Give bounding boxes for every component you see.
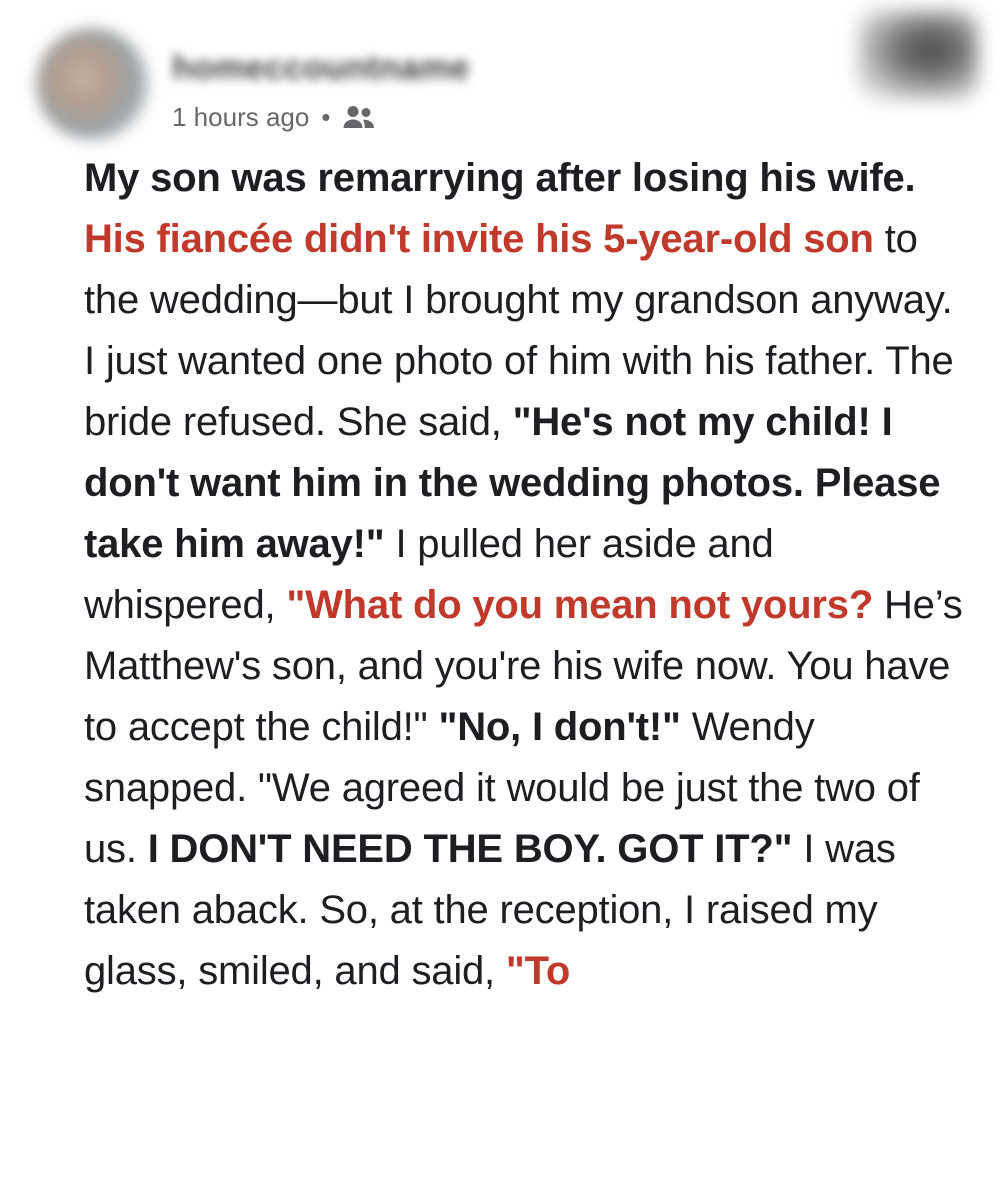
post-text-segment-9: I DON'T NEED THE BOY. GOT IT?"	[147, 827, 793, 871]
post-text-segment-10: I was taken aback. So, at the reception, I raised my glass, smiled, and said,	[84, 827, 896, 993]
post-text-segment-2: to the wedding—but I brought my grandson anyway. I just wanted one photo of him with his father. The bride refused. She said,	[84, 217, 954, 444]
post-timestamp[interactable]: 1 hours ago	[172, 102, 310, 132]
post-body-text	[0, 140, 1000, 1002]
avatar[interactable]	[36, 28, 148, 140]
post-text-segment-4: I pulled her aside and whispered,	[84, 522, 774, 627]
post-text-segment-1: His fiancée didn't invite his 5-year-old son	[84, 217, 874, 261]
post-text-segment-11: "To	[505, 949, 571, 993]
post-text-segment-3: "He's not my child! I don't want him in the wedding photos. Please take him away!"	[84, 400, 941, 566]
meta-separator: •	[321, 102, 331, 132]
post-text-segment-5: "What do you mean not yours?	[286, 583, 874, 627]
post-text-segment-8: Wendy snapped. "We agreed it would be just the two of us.	[84, 705, 920, 871]
post-text-segment-7: "No, I don't!"	[438, 705, 681, 749]
post-text-run	[84, 156, 963, 993]
post-meta	[172, 102, 1000, 132]
friends-icon[interactable]	[342, 104, 376, 130]
post-text-segment-0: My son was remarrying after losing his wife.	[84, 156, 916, 200]
post-header	[0, 0, 1000, 140]
author-name[interactable]: homeccountname	[172, 49, 470, 87]
post-text-segment-6: He’s Matthew's son, and you're his wife now. You have to accept the child!"	[84, 583, 963, 749]
